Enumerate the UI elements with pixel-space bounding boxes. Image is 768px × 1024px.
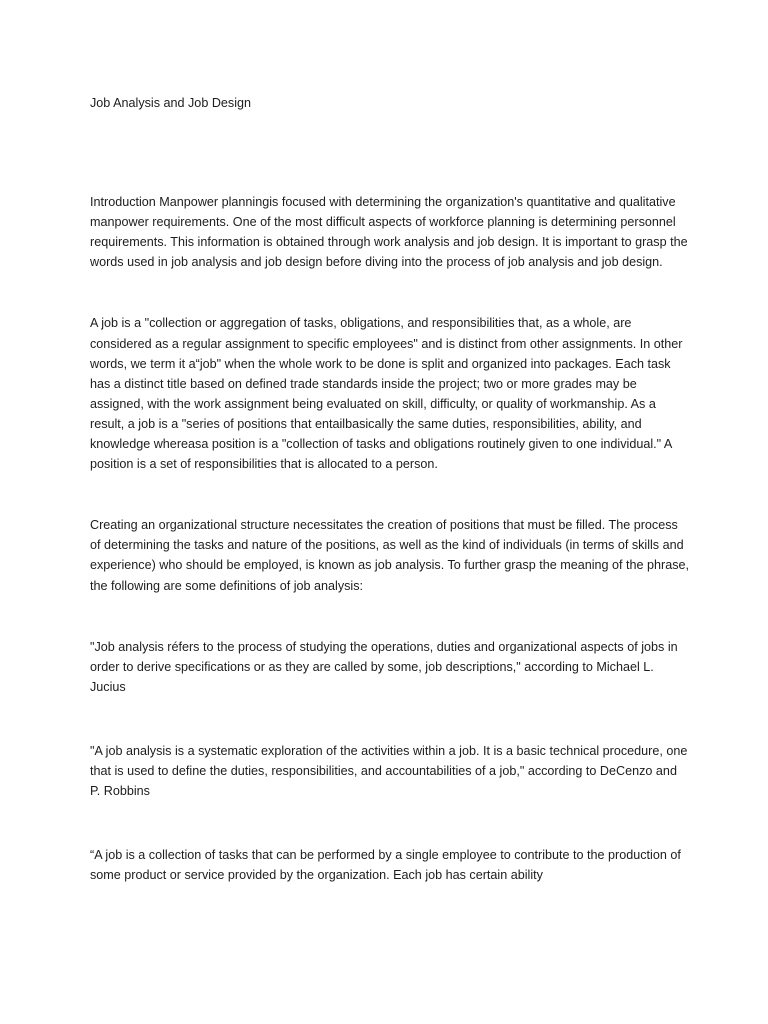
paragraph-quote-decenzo-robbins: "A job analysis is a systematic exploration of the activities within a job. It is a basic technical procedure, one that is used to define the duties, responsibilities, and accountabilities of a job," according to DeCenzo and P. Robbins <box>90 743 688 799</box>
paragraph-quote-jucius: "Job analysis réfers to the process of studying the operations, duties and organizational aspects of jobs in order to derive specifications or as they are called by some, job descriptions," according to Michael L. Jucius <box>90 639 678 694</box>
document-title: Job Analysis and Job Design <box>90 96 252 110</box>
document-body <box>90 93 690 885</box>
paragraph-job-definition: A job is a "collection or aggregation of tasks, obligations, and responsibilities that, as a whole, are considered as a regular assignment to specific employees" and is distinct from other assignments. In other words, we term it a“job" when the whole work to be done is split and organized into packages. Each task has a distinct title based on defined trade standards inside the project; two or more grades may be assigned, with the work assignment being evaluated on skill, difficulty, or quality of workmanship. As a result, a job is a "series of positions that entailbasically the same duties, responsibilities, ability, and knowledge whereasa position is a "collection of tasks and obligations routinely given to one individual." A position is a set of responsibilities that is allocated to a person. <box>90 316 683 472</box>
paragraph-introduction: Introduction Manpower planningis focused with determining the organization's quantitative and qualitative manpower requirements. One of the most difficult aspects of workforce planning is determining personnel requirements. This information is obtained through work analysis and job design. It is important to grasp the words used in job analysis and job design before diving into the process of job analysis and job design. <box>90 195 688 270</box>
paragraph-job-analysis: Creating an organizational structure necessitates the creation of positions that must be filled. The process of determining the tasks and nature of the positions, as well as the kind of individuals (in terms of skills and experience) who should be employed, is known as job analysis. To further grasp the meaning of the phrase, the following are some definitions of job analysis: <box>90 518 690 593</box>
paragraph-job-collection: “A job is a collection of tasks that can be performed by a single employee to contribute to the production of some product or service provided by the organization. Each job has certain ability <box>90 848 681 883</box>
